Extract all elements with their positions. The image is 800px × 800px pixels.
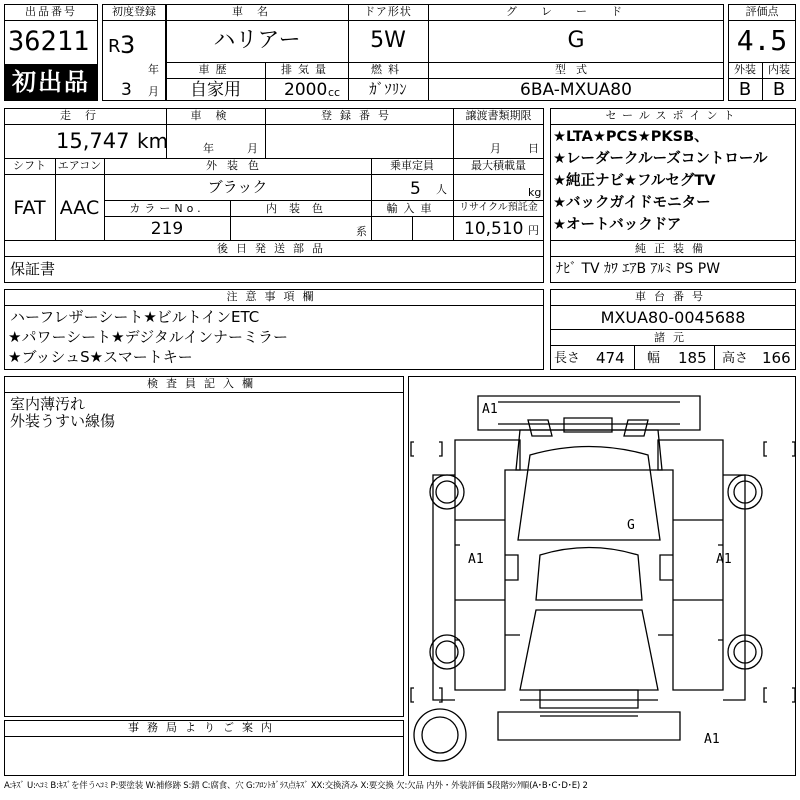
mark-roof: A1: [482, 402, 498, 417]
notes-line-3: ★ブッシュS★スマートキー: [8, 348, 193, 366]
width-label: 幅: [647, 351, 661, 366]
recycle-value: 10,510: [464, 219, 524, 239]
year-unit: 年: [148, 63, 159, 76]
transfer-label: 譲渡書類期限: [465, 109, 532, 122]
shift-value: FAT: [13, 197, 46, 219]
history-value: 自家用: [190, 80, 241, 100]
inspection-label: 車検: [190, 109, 241, 122]
width-value: 185: [678, 349, 707, 367]
recycle-unit: 円: [528, 224, 539, 237]
door-label: ドア形状: [364, 5, 412, 18]
first-reg-label: 初度登録: [112, 5, 156, 18]
sales-line-4: ★バックガイドモニター: [553, 195, 711, 211]
exterior-label: 外装: [734, 63, 756, 76]
recycle-label: リサイクル預託金: [459, 202, 538, 213]
exterior-grade: B: [738, 79, 752, 100]
inspector-label: 検査員記入欄: [147, 377, 261, 390]
first-listing: 初出品: [12, 68, 90, 96]
length-value: 474: [596, 349, 625, 367]
height-label: 高さ: [722, 351, 749, 366]
mileage-value: 15,747: [56, 129, 130, 153]
chassis-label: 車台番号: [635, 290, 711, 303]
color-no-label: カラーNo.: [129, 202, 205, 215]
model-label: 型式: [555, 63, 597, 76]
capacity-unit: 人: [436, 183, 447, 196]
load-label: 最大積載量: [471, 159, 526, 172]
door-value: 5W: [370, 28, 406, 53]
displacement-label: 排気量: [281, 63, 332, 76]
interior-grade: B: [772, 79, 786, 100]
specs-label: 諸元: [654, 331, 692, 344]
inspector-line-2: 外装うすい線傷: [10, 412, 116, 430]
inspection-year-unit: 年: [203, 142, 214, 155]
sales-line-2: ★レーダークルーズコントロール: [553, 151, 768, 167]
later-parts-value: 保証書: [10, 260, 56, 278]
notes-label: 注意事項欄: [226, 290, 322, 303]
office-label: 事務局よりご案内: [128, 721, 280, 734]
inspector-line-1: 室内薄汚れ: [10, 395, 86, 413]
transfer-day-unit: 日: [528, 142, 539, 155]
score-label: 評価点: [745, 5, 779, 18]
sales-line-1: ★LTA★PCS★PKSB、: [553, 129, 709, 145]
inspection-month-unit: 月: [247, 142, 258, 155]
fuel-label: 燃料: [371, 63, 405, 76]
capacity-label: 乗車定員: [390, 159, 434, 172]
reg-no-label: 登録番号: [321, 109, 397, 122]
color-no-value: 219: [150, 219, 184, 239]
mileage-unit: km: [137, 129, 169, 153]
mark-left-door: A1: [468, 552, 484, 567]
car-name-label: 車名: [232, 5, 282, 18]
int-color-unit: 系: [356, 225, 367, 238]
chassis-value: MXUA80-0045688: [600, 308, 746, 327]
model-value: 6BA-MXUA80: [520, 80, 632, 100]
score-value: 4.5: [736, 24, 788, 57]
mark-glass: G: [627, 518, 635, 533]
shift-label: シフト: [13, 159, 46, 172]
car-name: ハリアー: [213, 28, 301, 53]
equipment-items: ﾅﾋﾞ TV ｶﾜ ｴｱB ｱﾙﾐ PS PW: [556, 261, 721, 277]
lot-no-label: 出品番号: [25, 5, 77, 18]
later-parts-label: 後日発送部品: [217, 242, 331, 255]
sales-line-3: ★純正ナビ★フルセグTV: [553, 173, 716, 189]
equipment-label: 純正装備: [635, 242, 711, 255]
ac-label: エアコン: [57, 159, 102, 172]
load-unit: kg: [528, 186, 542, 199]
reg-year: 3: [120, 31, 136, 59]
displacement-value: 2000: [284, 80, 328, 100]
displacement-unit: cc: [328, 86, 341, 99]
color-label: 外装色: [206, 159, 269, 172]
notes-line-2: ★パワーシート★デジタルインナーミラー: [8, 328, 288, 346]
ac-value: AAC: [59, 197, 100, 219]
grade-label: グレード: [506, 5, 646, 18]
int-color-label: 内装色: [266, 202, 335, 215]
import-label: 輸入車: [386, 202, 438, 215]
history-label: 車歴: [198, 63, 233, 76]
color-value: ブラック: [207, 178, 268, 196]
reg-month: 3: [121, 80, 132, 100]
height-value: 166: [762, 349, 791, 367]
era: R: [108, 36, 121, 57]
transfer-month-unit: 月: [490, 142, 501, 155]
mileage-label: 走行: [60, 109, 110, 122]
grade-value: G: [567, 28, 585, 53]
fuel-value: ｶﾞｿﾘﾝ: [369, 80, 407, 98]
mark-rear: A1: [704, 732, 720, 747]
mark-right-door: A1: [716, 552, 732, 567]
notes-line-1: ハーフレザーシート★ビルトインETC: [10, 308, 260, 326]
length-label: 長さ: [554, 351, 581, 366]
capacity-value: 5: [410, 179, 421, 199]
interior-label: 内装: [768, 63, 790, 76]
lot-no: 36211: [8, 26, 90, 57]
month-unit: 月: [148, 85, 159, 98]
sales-label: セールスポイント: [605, 109, 741, 122]
legend: A:ｷｽﾞ U:ﾍｺﾐ B:ｷｽﾞを伴うﾍｺﾐ P:要塗装 W:補修跡 S:錆 C:腐食、穴 G:ﾌﾛﾝﾄｶﾞﾗｽ点ｷｽﾞ XX:交換済み X:要交換 欠:欠品 内外・外装評価 5段階ﾗﾝｸ順(A･B･C･D･E) 2: [4, 781, 588, 791]
sales-line-5: ★オートバックドア: [553, 217, 682, 233]
